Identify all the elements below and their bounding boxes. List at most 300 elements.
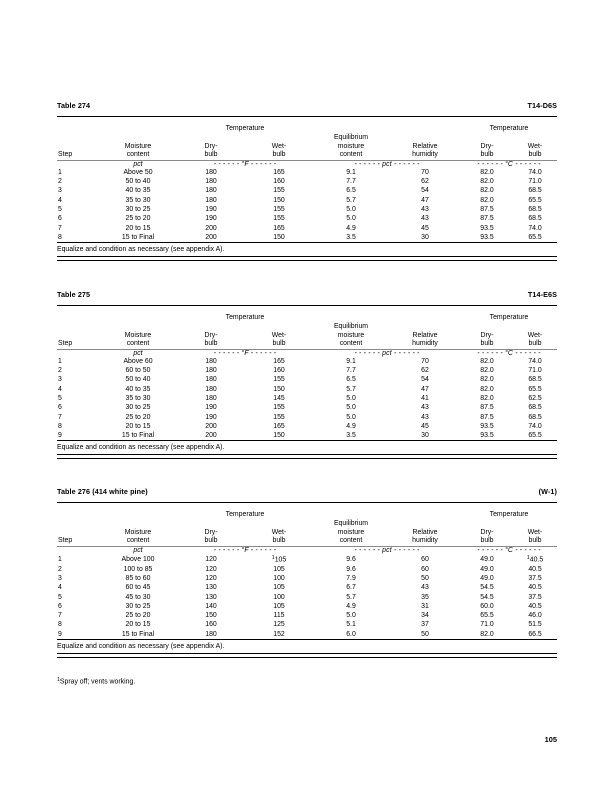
cell-wet-bulb-c: 40.5 (528, 584, 542, 592)
cell-step: 6 (58, 215, 62, 223)
cell-dry-bulb-c: 93.5 (480, 233, 494, 241)
cell-dry-bulb-c: 82.0 (480, 178, 494, 186)
cell-moisture-content: 15 to Final (121, 432, 155, 440)
cell-dry-bulb-f: 200 (205, 432, 217, 440)
cell-dry-bulb-f: 120 (205, 574, 217, 582)
units-moisture-content: pct (133, 160, 143, 168)
cell-moisture-content: Above 100 (121, 556, 155, 564)
cell-wet-bulb-c: 65.5 (528, 385, 542, 393)
table-block (57, 487, 557, 658)
kiln-schedule-table (57, 306, 557, 349)
cell-moisture-content: 30 to 25 (125, 205, 151, 213)
cell-moisture-content: 35 to 30 (125, 394, 151, 402)
table-row (57, 413, 557, 422)
cell-relative-humidity: 54 (421, 376, 429, 384)
cell-step: 3 (58, 574, 62, 582)
cell-step: 2 (58, 565, 62, 573)
header-emc: Equilibrium moisture content (333, 520, 369, 545)
cell-step: 2 (58, 178, 62, 186)
cell-dry-bulb-f: 180 (205, 394, 217, 402)
cell-wet-bulb-f: 152 (273, 630, 285, 638)
cell-wet-bulb-c: 74.0 (528, 168, 542, 176)
table-caption: Table 276 (414 white pine) (57, 487, 148, 496)
cell-emc: 9.1 (346, 357, 356, 365)
cell-relative-humidity: 41 (421, 394, 429, 402)
cell-moisture-content: 40 to 35 (125, 187, 151, 195)
cell-emc: 7.9 (346, 574, 356, 582)
cell-wet-bulb-c: 65.5 (528, 432, 542, 440)
header-dry-bulb-c: Dry- bulb (480, 528, 494, 545)
header-step: Step (58, 537, 73, 545)
cell-dry-bulb-f: 180 (205, 367, 217, 375)
cell-emc: 5.7 (346, 593, 356, 601)
cell-wet-bulb-c: 68.5 (528, 404, 542, 412)
header-wet-bulb-f: Wet- bulb (271, 331, 287, 348)
cell-wet-bulb-f: 150 (273, 196, 285, 204)
table-row (57, 611, 557, 620)
page-number: 105 (544, 735, 557, 744)
header-wet-bulb-c: Wet- bulb (527, 331, 543, 348)
equalize-note: Equalize and condition as necessary (see appendix A). (57, 443, 225, 451)
cell-emc: 4.9 (346, 602, 356, 610)
header-moisture-content: Moisture content (124, 331, 152, 348)
units-fahrenheit: - - - - - - °F - - - - - - (213, 160, 277, 168)
cell-wet-bulb-c: 68.5 (528, 413, 542, 421)
cell-step: 3 (58, 376, 62, 384)
units-row (57, 161, 557, 168)
header-wet-bulb-c: Wet- bulb (527, 142, 543, 159)
table-row (57, 214, 557, 223)
cell-wet-bulb-c: 37.5 (528, 593, 542, 601)
header-row (57, 520, 557, 546)
cell-relative-humidity: 54 (421, 187, 429, 195)
cell-moisture-content: 15 to Final (121, 630, 155, 638)
cell-dry-bulb-f: 120 (205, 556, 217, 564)
cell-wet-bulb-f: 155 (273, 205, 285, 213)
cell-step: 5 (58, 205, 62, 213)
cell-moisture-content: 60 to 50 (125, 367, 151, 375)
cell-step: 9 (58, 630, 62, 638)
table-block (57, 290, 557, 459)
header-temperature-f: Temperature (225, 125, 265, 132)
cell-moisture-content: 60 to 45 (125, 584, 151, 592)
table-row (57, 177, 557, 186)
header-relative-humidity: Relative humidity (412, 142, 438, 159)
cell-dry-bulb-c: 49.0 (480, 556, 494, 564)
header-step: Step (58, 340, 73, 348)
cell-wet-bulb-f: 105 (273, 584, 285, 592)
cell-relative-humidity: 30 (421, 233, 429, 241)
cell-wet-bulb-c: 65.5 (528, 196, 542, 204)
cell-dry-bulb-f: 160 (205, 621, 217, 629)
cell-step: 9 (58, 432, 62, 440)
cell-wet-bulb-f: 150 (273, 385, 285, 393)
cell-emc: 6.0 (346, 630, 356, 638)
cell-dry-bulb-f: 130 (205, 584, 217, 592)
header-temperature-c: Temperature (489, 125, 529, 132)
cell-wet-bulb-c: 68.5 (528, 205, 542, 213)
header-row (57, 134, 557, 160)
cell-dry-bulb-f: 180 (205, 376, 217, 384)
cell-wet-bulb-c: 62.5 (528, 394, 542, 402)
cell-emc: 5.0 (346, 413, 356, 421)
cell-dry-bulb-c: 93.5 (480, 224, 494, 232)
cell-relative-humidity: 62 (421, 178, 429, 186)
table-row (57, 602, 557, 611)
units-pct: - - - - - - pct - - - - - - (354, 160, 420, 168)
header-dry-bulb-c: Dry- bulb (480, 331, 494, 348)
table-bottom-rule (57, 256, 557, 261)
table-row (57, 620, 557, 629)
cell-wet-bulb-c: 68.5 (528, 215, 542, 223)
cell-dry-bulb-f: 180 (205, 196, 217, 204)
cell-wet-bulb-c: 68.5 (528, 376, 542, 384)
table-schedule-code: (W-1) (538, 487, 557, 496)
cell-emc: 5.0 (346, 205, 356, 213)
cell-wet-bulb-c: 68.5 (528, 187, 542, 195)
table-row (57, 394, 557, 403)
cell-emc: 3.5 (346, 432, 356, 440)
header-step: Step (58, 151, 73, 159)
cell-wet-bulb-f: 145 (273, 394, 285, 402)
cell-step: 2 (58, 367, 62, 375)
cell-emc: 5.0 (346, 215, 356, 223)
cell-step: 1 (58, 168, 62, 176)
header-wet-bulb-f: Wet- bulb (271, 528, 287, 545)
cell-relative-humidity: 43 (421, 205, 429, 213)
header-emc: Equilibrium moisture content (333, 323, 369, 348)
cell-wet-bulb-f: 105 (273, 565, 285, 573)
cell-dry-bulb-c: 93.5 (480, 422, 494, 430)
cell-wet-bulb-c: 37.5 (528, 574, 542, 582)
cell-wet-bulb-f: 165 (273, 357, 285, 365)
cell-dry-bulb-f: 120 (205, 565, 217, 573)
units-moisture-content: pct (133, 546, 143, 554)
cell-relative-humidity: 37 (421, 621, 429, 629)
cell-dry-bulb-c: 93.5 (480, 432, 494, 440)
cell-dry-bulb-f: 200 (205, 422, 217, 430)
cell-moisture-content: Above 60 (123, 357, 153, 365)
cell-step: 7 (58, 413, 62, 421)
cell-moisture-content: 20 to 15 (125, 621, 151, 629)
cell-dry-bulb-c: 82.0 (480, 630, 494, 638)
cell-dry-bulb-c: 65.5 (480, 612, 494, 620)
equalize-note: Equalize and condition as necessary (see appendix A). (57, 642, 225, 650)
cell-emc: 4.9 (346, 224, 356, 232)
table-row (57, 196, 557, 205)
units-pct: - - - - - - pct - - - - - - (354, 349, 420, 357)
cell-wet-bulb-f: 100 (273, 574, 285, 582)
cell-moisture-content: 85 to 60 (125, 574, 151, 582)
header-temperature-f: Temperature (225, 314, 265, 321)
header-moisture-content: Moisture content (124, 528, 152, 545)
table-row (57, 205, 557, 214)
header-emc: Equilibrium moisture content (333, 134, 369, 159)
cell-relative-humidity: 62 (421, 367, 429, 375)
kiln-schedule-body (57, 547, 557, 639)
cell-dry-bulb-f: 190 (205, 215, 217, 223)
table-row (57, 186, 557, 195)
cell-dry-bulb-c: 60.0 (480, 602, 494, 610)
cell-dry-bulb-c: 82.0 (480, 385, 494, 393)
footnote-marker: 1 (57, 677, 60, 683)
cell-emc: 4.9 (346, 422, 356, 430)
cell-emc: 6.5 (346, 187, 356, 195)
units-celsius: - - - - - - °C - - - - - - (477, 349, 541, 357)
cell-dry-bulb-c: 54.5 (480, 593, 494, 601)
cell-wet-bulb-f: 115 (273, 612, 285, 620)
cell-emc: 5.0 (346, 394, 356, 402)
cell-moisture-content: 45 to 30 (125, 593, 151, 601)
cell-wet-bulb-f: 125 (273, 621, 285, 629)
table-row (57, 593, 557, 602)
kiln-schedule-table (57, 117, 557, 160)
cell-step: 5 (58, 394, 62, 402)
table-schedule-code: T14-D6S (527, 101, 557, 110)
table-bottom-rule (57, 653, 557, 658)
cell-moisture-content: 25 to 20 (125, 215, 151, 223)
cell-dry-bulb-c: 87.5 (480, 413, 494, 421)
cell-dry-bulb-c: 82.0 (480, 187, 494, 195)
cell-dry-bulb-f: 180 (205, 187, 217, 195)
cell-dry-bulb-c: 82.0 (480, 357, 494, 365)
cell-step: 8 (58, 621, 62, 629)
cell-dry-bulb-f: 180 (205, 357, 217, 365)
cell-step: 5 (58, 593, 62, 601)
cell-wet-bulb-f: 155 (273, 413, 285, 421)
header-group-row (57, 312, 557, 323)
cell-wet-bulb-f: 155 (273, 215, 285, 223)
header-temperature-c: Temperature (489, 511, 529, 518)
cell-step: 6 (58, 404, 62, 412)
cell-wet-bulb-f: 165 (273, 224, 285, 232)
header-dry-bulb-f: Dry- bulb (204, 331, 218, 348)
cell-step: 4 (58, 196, 62, 204)
table-row (57, 224, 557, 233)
cell-step: 1 (58, 556, 62, 564)
table-row (57, 431, 557, 440)
cell-dry-bulb-f: 200 (205, 224, 217, 232)
header-relative-humidity: Relative humidity (412, 528, 438, 545)
cell-emc: 7.7 (346, 367, 356, 375)
cell-dry-bulb-c: 87.5 (480, 404, 494, 412)
cell-dry-bulb-f: 200 (205, 233, 217, 241)
cell-relative-humidity: 34 (421, 612, 429, 620)
cell-emc: 5.1 (346, 621, 356, 629)
cell-dry-bulb-f: 190 (205, 404, 217, 412)
cell-step: 7 (58, 224, 62, 232)
table-schedule-code: T14-E6S (527, 290, 557, 299)
header-dry-bulb-c: Dry- bulb (480, 142, 494, 159)
cell-moisture-content: 20 to 15 (125, 224, 151, 232)
cell-step: 3 (58, 187, 62, 195)
cell-moisture-content: 25 to 20 (125, 612, 151, 620)
header-relative-humidity: Relative humidity (412, 331, 438, 348)
cell-wet-bulb-c: 65.5 (528, 233, 542, 241)
cell-wet-bulb-c: 40.5 (528, 565, 542, 573)
cell-step: 4 (58, 385, 62, 393)
cell-wet-bulb-c: 51.5 (528, 621, 542, 629)
cell-relative-humidity: 70 (421, 168, 429, 176)
cell-dry-bulb-f: 140 (205, 602, 217, 610)
units-step (57, 350, 99, 357)
table-caption-row (57, 487, 557, 502)
table-row (57, 168, 557, 177)
cell-wet-bulb-f: 155 (273, 187, 285, 195)
units-pct: - - - - - - pct - - - - - - (354, 546, 420, 554)
cell-wet-bulb-c: 74.0 (528, 422, 542, 430)
cell-wet-bulb-c: 40.5 (528, 602, 542, 610)
cell-dry-bulb-c: 54.5 (480, 584, 494, 592)
table-row (57, 583, 557, 592)
table-row (57, 630, 557, 639)
cell-dry-bulb-c: 82.0 (480, 168, 494, 176)
cell-emc: 6.5 (346, 376, 356, 384)
table-row (57, 565, 557, 574)
cell-relative-humidity: 30 (421, 432, 429, 440)
cell-dry-bulb-f: 180 (205, 385, 217, 393)
cell-moisture-content: 50 to 40 (125, 376, 151, 384)
cell-dry-bulb-f: 180 (205, 168, 217, 176)
cell-relative-humidity: 35 (421, 593, 429, 601)
cell-wet-bulb-f: 165 (273, 422, 285, 430)
cell-wet-bulb-c: 74.0 (528, 357, 542, 365)
cell-dry-bulb-c: 87.5 (480, 205, 494, 213)
cell-wet-bulb-c: 74.0 (528, 224, 542, 232)
cell-dry-bulb-f: 190 (205, 413, 217, 421)
units-moisture-content: pct (133, 349, 143, 357)
cell-emc: 3.5 (346, 233, 356, 241)
cell-moisture-content: 30 to 25 (125, 404, 151, 412)
cell-wet-bulb-c: 71.0 (528, 178, 542, 186)
cell-emc: 9.6 (346, 556, 356, 564)
cell-step: 8 (58, 233, 62, 241)
cell-wet-bulb-f: 150 (273, 432, 285, 440)
units-row (57, 547, 557, 554)
units-step (57, 161, 99, 168)
cell-dry-bulb-c: 87.5 (480, 215, 494, 223)
cell-dry-bulb-c: 49.0 (480, 574, 494, 582)
kiln-schedule-body (57, 350, 557, 441)
cell-moisture-content: 20 to 15 (125, 422, 151, 430)
table-row (57, 375, 557, 384)
cell-moisture-content: 30 to 25 (125, 602, 151, 610)
header-row (57, 323, 557, 349)
units-celsius: - - - - - - °C - - - - - - (477, 160, 541, 168)
footnote-text: Spray off; vents working. (59, 678, 136, 686)
units-fahrenheit: - - - - - - °F - - - - - - (213, 546, 277, 554)
cell-emc: 7.7 (346, 178, 356, 186)
cell-wet-bulb-f: $^1$105 (271, 554, 287, 564)
cell-emc: 5.7 (346, 385, 356, 393)
table-caption: Table 274 (57, 101, 91, 110)
cell-dry-bulb-f: 190 (205, 205, 217, 213)
cell-wet-bulb-c: 71.0 (528, 367, 542, 375)
table-caption-row (57, 290, 557, 305)
units-fahrenheit: - - - - - - °F - - - - - - (213, 349, 277, 357)
table-row (57, 233, 557, 242)
cell-relative-humidity: 47 (421, 385, 429, 393)
cell-dry-bulb-c: 82.0 (480, 376, 494, 384)
equalize-note: Equalize and condition as necessary (see appendix A). (57, 245, 225, 253)
cell-emc: 5.0 (346, 404, 356, 412)
cell-emc: 9.1 (346, 168, 356, 176)
units-celsius: - - - - - - °C - - - - - - (477, 546, 541, 554)
cell-dry-bulb-c: 82.0 (480, 367, 494, 375)
cell-moisture-content: 50 to 40 (125, 178, 151, 186)
cell-step: 6 (58, 602, 62, 610)
footnote (57, 675, 135, 688)
cell-dry-bulb-c: 71.0 (480, 621, 494, 629)
cell-moisture-content: Above 50 (123, 168, 153, 176)
cell-wet-bulb-f: 165 (273, 168, 285, 176)
table-row (57, 422, 557, 431)
cell-dry-bulb-c: 82.0 (480, 394, 494, 402)
table-caption: Table 275 (57, 290, 91, 299)
cell-moisture-content: 15 to Final (121, 233, 155, 241)
cell-moisture-content: 25 to 20 (125, 413, 151, 421)
cell-dry-bulb-f: 150 (205, 612, 217, 620)
units-row (57, 350, 557, 357)
cell-dry-bulb-f: 130 (205, 593, 217, 601)
table-bottom-rule (57, 454, 557, 459)
cell-emc: 6.7 (346, 584, 356, 592)
cell-relative-humidity: 43 (421, 215, 429, 223)
table-row (57, 385, 557, 394)
cell-relative-humidity: 50 (421, 574, 429, 582)
cell-relative-humidity: 47 (421, 196, 429, 204)
cell-step: 8 (58, 422, 62, 430)
cell-emc: 5.7 (346, 196, 356, 204)
header-group-row (57, 123, 557, 134)
cell-wet-bulb-c: $^1$40.5 (526, 554, 544, 564)
table-row (57, 366, 557, 375)
header-dry-bulb-f: Dry- bulb (204, 142, 218, 159)
cell-wet-bulb-f: 155 (273, 376, 285, 384)
table-row (57, 357, 557, 366)
cell-emc: 9.6 (346, 565, 356, 573)
cell-wet-bulb-f: 150 (273, 233, 285, 241)
cell-relative-humidity: 50 (421, 630, 429, 638)
header-wet-bulb-f: Wet- bulb (271, 142, 287, 159)
header-dry-bulb-f: Dry- bulb (204, 528, 218, 545)
cell-wet-bulb-f: 105 (273, 602, 285, 610)
units-step (57, 547, 99, 554)
header-group-row (57, 509, 557, 520)
cell-moisture-content: 100 to 85 (123, 565, 153, 573)
table-block (57, 101, 557, 261)
cell-relative-humidity: 43 (421, 584, 429, 592)
cell-step: 1 (58, 357, 62, 365)
cell-relative-humidity: 31 (421, 602, 429, 610)
cell-emc: 5.0 (346, 612, 356, 620)
cell-wet-bulb-f: 100 (273, 593, 285, 601)
table-caption-row (57, 101, 557, 116)
kiln-schedule-body (57, 161, 557, 242)
cell-relative-humidity: 60 (421, 556, 429, 564)
cell-wet-bulb-c: 66.5 (528, 630, 542, 638)
header-wet-bulb-c: Wet- bulb (527, 528, 543, 545)
cell-step: 7 (58, 612, 62, 620)
kiln-schedule-table (57, 503, 557, 546)
cell-relative-humidity: 43 (421, 404, 429, 412)
cell-moisture-content: 40 to 35 (125, 385, 151, 393)
cell-relative-humidity: 60 (421, 565, 429, 573)
cell-wet-bulb-f: 155 (273, 404, 285, 412)
cell-dry-bulb-f: 180 (205, 178, 217, 186)
cell-relative-humidity: 70 (421, 357, 429, 365)
cell-wet-bulb-f: 160 (273, 367, 285, 375)
